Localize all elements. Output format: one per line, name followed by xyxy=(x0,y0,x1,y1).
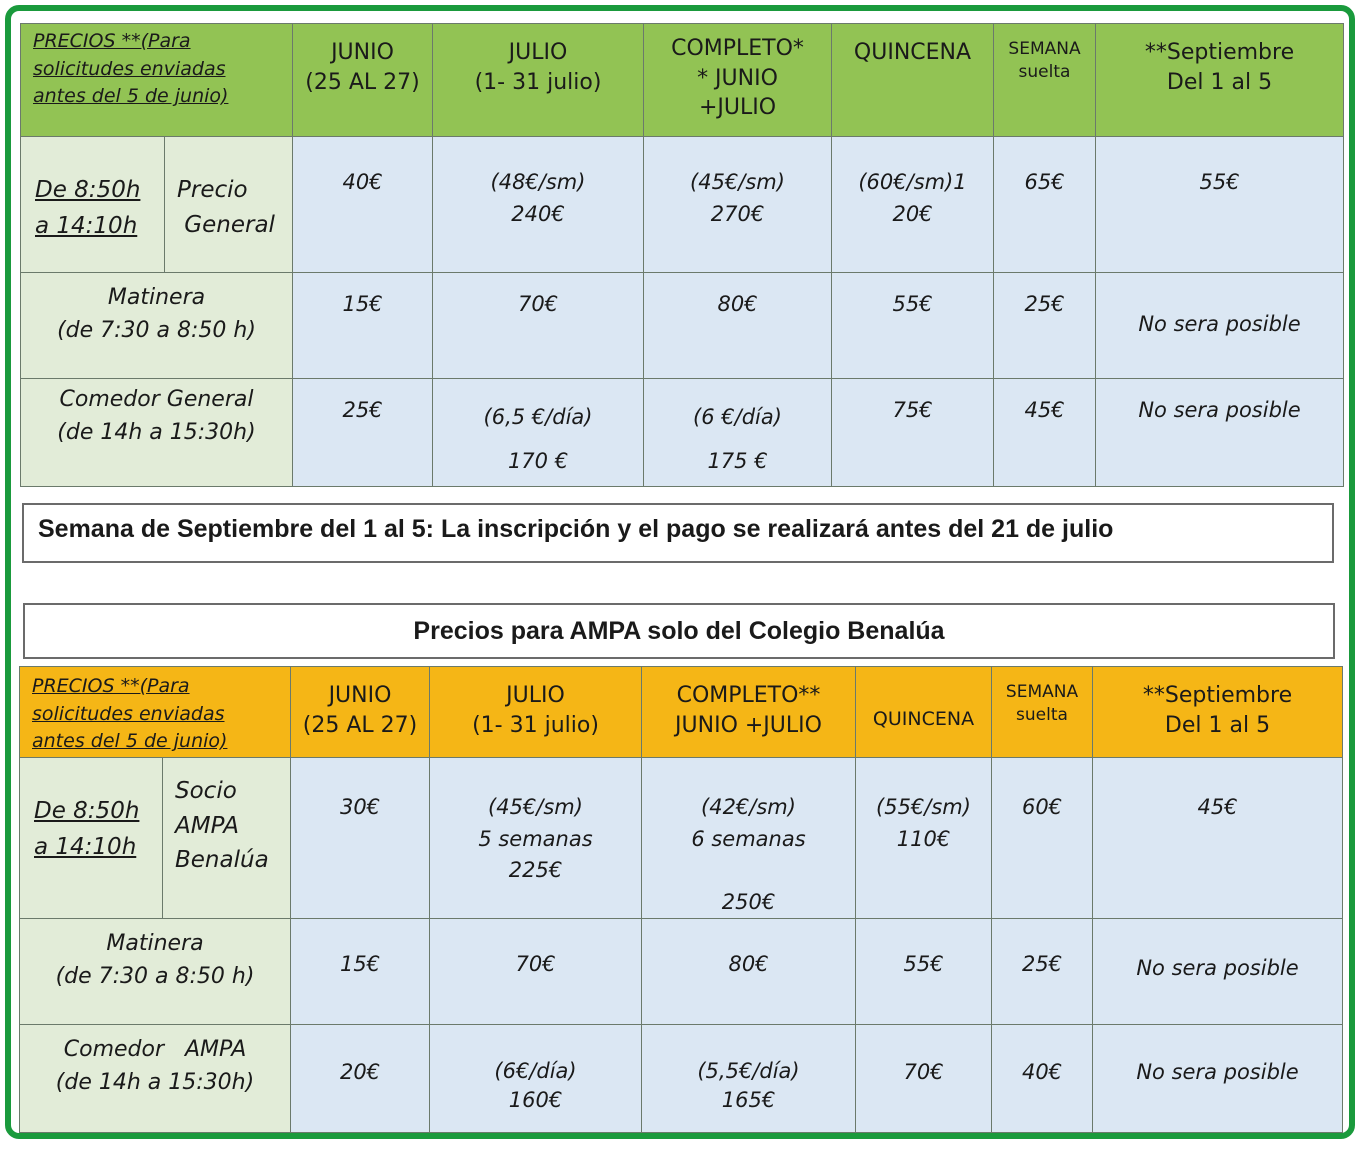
cell-line: 30€ xyxy=(339,795,381,819)
cell-line: 25€ xyxy=(1021,952,1063,976)
cell-line: (60€/sm)1 xyxy=(858,170,967,194)
cell-line: Benalúa xyxy=(175,847,269,873)
category-label xyxy=(163,758,291,919)
ampa-price-table xyxy=(19,666,1343,1133)
cell-line: Socio xyxy=(175,778,237,804)
price-septiembre xyxy=(1096,379,1344,487)
price-julio xyxy=(433,273,644,379)
header-completo xyxy=(644,24,832,137)
general-price-table xyxy=(20,23,1344,487)
price-semana xyxy=(992,919,1093,1025)
price-quincena xyxy=(856,758,992,919)
cell-line: (25 AL 27) xyxy=(302,712,418,738)
header-prices xyxy=(20,667,291,758)
cell-line: (6 €/día) xyxy=(693,405,782,429)
table-row xyxy=(20,758,1343,919)
cell-line: 250€ xyxy=(721,889,776,914)
header-julio xyxy=(430,667,642,758)
cell-line: 70€ xyxy=(517,292,559,316)
cell-line: (25 AL 27) xyxy=(305,69,420,95)
price-julio xyxy=(430,919,642,1025)
cell-line: 160€ xyxy=(508,1088,563,1113)
header-prices xyxy=(21,24,293,137)
header-junio xyxy=(291,667,430,758)
price-septiembre xyxy=(1096,273,1344,379)
schedule-time xyxy=(21,137,165,273)
cell-line: 60€ xyxy=(1021,795,1063,819)
price-quincena xyxy=(832,137,994,273)
cell-line: 225€ xyxy=(508,858,563,882)
cell-line: De 8:50h xyxy=(34,798,140,824)
price-julio xyxy=(430,1025,642,1133)
cell-line: (42€/sm) xyxy=(701,795,796,819)
price-junio xyxy=(293,137,433,273)
cell-line: antes del 5 de junio) xyxy=(32,730,228,753)
cell-line: (1- 31 julio) xyxy=(472,712,599,738)
cell-line: +JULIO xyxy=(698,95,777,121)
price-completo xyxy=(644,137,832,273)
cell-line: PRECIOS **(Para xyxy=(32,675,190,697)
cell-line: Matinera xyxy=(106,931,204,956)
cell-line: No sera posible xyxy=(1136,956,1299,980)
cell-line: 70€ xyxy=(903,1060,944,1084)
price-septiembre xyxy=(1093,758,1343,919)
price-julio xyxy=(433,137,644,273)
cell-line: * JUNIO xyxy=(697,65,778,91)
cell-line: (de 7:30 a 8:50 h) xyxy=(55,964,255,989)
cell-line: 170 € xyxy=(507,449,569,474)
price-completo xyxy=(642,758,856,919)
cell-line: 75€ xyxy=(892,398,933,422)
header-row xyxy=(21,24,1344,137)
cell-line: JUNIO +JULIO xyxy=(675,712,822,738)
header-junio xyxy=(293,24,433,137)
price-julio xyxy=(430,758,642,919)
cell-line: AMPA xyxy=(175,812,240,839)
cell-line: No sera posible xyxy=(1138,312,1301,336)
cell-line: COMPLETO** xyxy=(676,683,821,708)
cell-line: 25€ xyxy=(342,398,383,422)
cell-line: 20€ xyxy=(339,1060,381,1084)
header-completo xyxy=(642,667,856,758)
matinera-label xyxy=(20,919,291,1025)
cell-line: 65€ xyxy=(1024,170,1065,194)
table-row xyxy=(20,1025,1343,1133)
cell-line: (48€/sm) xyxy=(490,170,586,194)
cell-line: No sera posible xyxy=(1138,398,1301,422)
cell-line: (45€/sm) xyxy=(488,795,583,819)
cell-line: 270€ xyxy=(710,201,765,226)
cell-line: General xyxy=(177,211,275,238)
cell-line: 40€ xyxy=(342,170,383,194)
header-row xyxy=(20,667,1343,758)
category-label xyxy=(165,137,293,273)
cell-line: No sera posible xyxy=(1136,1060,1299,1084)
cell-line: JULIO xyxy=(506,683,565,708)
price-junio xyxy=(291,758,430,919)
cell-line: 165€ xyxy=(721,1088,776,1113)
cell-line: (1- 31 julio) xyxy=(474,69,602,95)
cell-line: 45€ xyxy=(1197,795,1238,819)
price-semana xyxy=(994,137,1096,273)
cell-line: 15€ xyxy=(342,292,383,316)
comedor-label xyxy=(20,1025,291,1133)
cell-line: QUINCENA xyxy=(853,40,972,65)
cell-line: Comedor AMPA xyxy=(63,1037,247,1062)
table-row xyxy=(21,137,1344,273)
cell-line: 45€ xyxy=(1024,398,1065,422)
schedule-time xyxy=(20,758,163,919)
cell-line: Del 1 al 5 xyxy=(1166,69,1273,95)
header-julio xyxy=(433,24,644,137)
cell-line: 175 € xyxy=(707,449,768,474)
cell-line: antes del 5 de junio) xyxy=(33,85,229,108)
cell-line: JULIO xyxy=(508,40,568,65)
cell-line: solicitudes enviadas xyxy=(32,702,225,725)
cell-line: 55€ xyxy=(903,952,944,976)
cell-line: suelta xyxy=(1016,704,1068,725)
table-row xyxy=(20,919,1343,1025)
header-quincena xyxy=(832,24,994,137)
cell-line: (5,5€/día) xyxy=(697,1059,800,1083)
price-septiembre xyxy=(1093,1025,1343,1133)
cell-line: 6 semanas xyxy=(691,826,806,851)
header-semana xyxy=(994,24,1096,137)
cell-line: a 14:10h xyxy=(34,833,137,860)
cell-line: (6€/día) xyxy=(494,1059,577,1083)
price-completo xyxy=(642,1025,856,1133)
cell-line: Matinera xyxy=(107,285,206,310)
cell-line: (45€/sm) xyxy=(690,170,785,194)
cell-line: 40€ xyxy=(1021,1060,1063,1084)
cell-line: 80€ xyxy=(728,952,769,976)
cell-line xyxy=(642,855,855,887)
cell-line: JUNIO xyxy=(331,40,394,65)
header-quincena xyxy=(856,667,992,758)
price-junio xyxy=(293,379,433,487)
table-row xyxy=(21,273,1344,379)
price-completo xyxy=(644,379,832,487)
cell-line: 55€ xyxy=(1199,170,1240,194)
price-junio xyxy=(291,1025,430,1133)
cell-line: **Septiembre xyxy=(1144,40,1295,65)
cell-line: a 14:10h xyxy=(35,212,138,239)
cell-line: 20€ xyxy=(892,201,933,226)
price-septiembre xyxy=(1096,137,1344,273)
cell-line: 80€ xyxy=(717,292,758,316)
cell-line: SEMANA xyxy=(1005,682,1079,702)
september-notice: Semana de Septiembre del 1 al 5: La inscripción y el pago se realizará antes del 21 de julio xyxy=(22,503,1334,563)
cell-line: 240€ xyxy=(511,201,565,226)
cell-line: (6,5 €/día) xyxy=(483,405,593,429)
cell-line: Del 1 al 5 xyxy=(1164,712,1271,738)
cell-line: 5 semanas xyxy=(478,826,593,851)
cell-line: 70€ xyxy=(515,952,556,976)
cell-line: Precio xyxy=(177,177,248,203)
matinera-label xyxy=(21,273,293,379)
header-septiembre xyxy=(1093,667,1343,758)
cell-line: (55€/sm) xyxy=(876,795,971,819)
cell-line: De 8:50h xyxy=(35,177,141,203)
price-semana xyxy=(992,1025,1093,1133)
cell-line: COMPLETO* xyxy=(671,36,804,61)
ampa-title: Precios para AMPA solo del Colegio Benalúa xyxy=(23,603,1335,659)
price-quincena xyxy=(856,919,992,1025)
header-septiembre xyxy=(1096,24,1344,137)
cell-line: 55€ xyxy=(892,292,933,316)
price-quincena xyxy=(832,273,994,379)
cell-line: (de 14h a 15:30h) xyxy=(57,420,256,445)
cell-line: (de 14h a 15:30h) xyxy=(55,1070,255,1095)
cell-line: JUNIO xyxy=(328,683,392,708)
cell-line: 25€ xyxy=(1024,292,1065,316)
price-semana xyxy=(992,758,1093,919)
cell-line: PRECIOS **(Para xyxy=(33,30,191,52)
cell-line: solicitudes enviadas xyxy=(33,57,226,80)
price-septiembre xyxy=(1093,919,1343,1025)
cell-line: 110€ xyxy=(896,826,951,851)
price-junio xyxy=(291,919,430,1025)
header-semana xyxy=(992,667,1093,758)
price-junio xyxy=(293,273,433,379)
price-completo xyxy=(644,273,832,379)
cell-line: **Septiembre xyxy=(1142,683,1293,708)
cell-line: suelta xyxy=(1018,61,1071,82)
price-semana xyxy=(994,273,1096,379)
table-row xyxy=(21,379,1344,487)
cell-line: (de 7:30 a 8:50 h) xyxy=(57,318,256,343)
cell-line: SEMANA xyxy=(1008,39,1081,59)
cell-line: 15€ xyxy=(339,952,381,976)
cell-line: QUINCENA xyxy=(872,708,975,730)
price-julio xyxy=(433,379,644,487)
cell-line: Comedor General xyxy=(59,387,254,412)
price-quincena xyxy=(832,379,994,487)
price-completo xyxy=(642,919,856,1025)
comedor-label xyxy=(21,379,293,487)
price-quincena xyxy=(856,1025,992,1133)
price-semana xyxy=(994,379,1096,487)
